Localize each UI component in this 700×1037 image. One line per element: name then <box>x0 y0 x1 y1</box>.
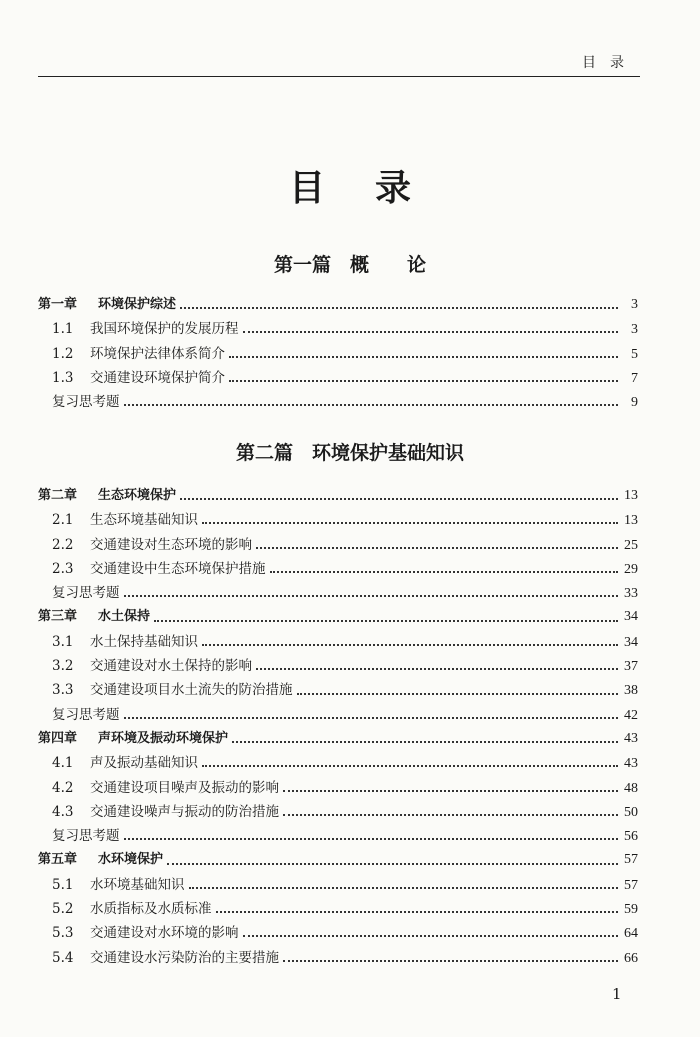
entry-number: 4.2 <box>52 779 74 796</box>
entry-page: 56 <box>624 829 638 845</box>
entry-page: 57 <box>624 852 638 868</box>
entry-page: 7 <box>631 370 638 386</box>
entry-page: 48 <box>624 780 638 796</box>
toc-entry-chapter <box>38 484 638 508</box>
entry-number: 1.3 <box>52 369 74 386</box>
toc-entry-section <box>38 921 638 945</box>
entry-number: 4.3 <box>52 803 74 820</box>
entry-title: 复习思考题 <box>52 706 120 723</box>
entry-page: 25 <box>624 537 638 553</box>
entry-title: 水土保持基础知识 <box>90 633 198 650</box>
entry-number: 第二章 <box>38 488 78 503</box>
dot-leader <box>270 571 619 573</box>
dot-leader <box>124 404 619 406</box>
toc-entry-section <box>38 776 638 800</box>
entry-number: 第一章 <box>38 297 78 312</box>
entry-number: 5.1 <box>52 876 74 893</box>
toc-list-part-1 <box>38 293 638 414</box>
toc-entry-section <box>38 557 638 581</box>
toc-entry-section <box>38 342 638 366</box>
entry-page: 5 <box>631 346 638 362</box>
toc-entry-review <box>38 581 638 605</box>
entry-number: 5.3 <box>52 925 74 942</box>
entry-title: 环境保护法律体系简介 <box>90 345 225 362</box>
dot-leader <box>232 741 618 743</box>
toc-entry-section <box>38 751 638 775</box>
dot-leader <box>180 307 618 309</box>
header-rule <box>38 76 640 77</box>
dot-leader <box>202 765 618 767</box>
entry-title: 交通建设水污染防治的主要措施 <box>90 949 279 966</box>
toc-entry-chapter <box>38 293 638 317</box>
toc-entry-section <box>38 508 638 532</box>
entry-number: 5.2 <box>52 901 74 918</box>
dot-leader <box>243 935 619 937</box>
entry-title: 生态环境保护 <box>98 488 177 503</box>
entry-page: 13 <box>624 488 638 503</box>
toc-entry-chapter <box>38 848 638 872</box>
entry-page: 9 <box>631 395 638 411</box>
entry-page: 43 <box>624 756 638 772</box>
dot-leader <box>124 595 619 597</box>
entry-page: 57 <box>624 877 638 893</box>
dot-leader <box>256 668 618 670</box>
dot-leader <box>124 717 619 719</box>
entry-page: 43 <box>624 730 638 746</box>
toc-entry-section <box>38 533 638 557</box>
entry-number: 1.2 <box>52 345 74 362</box>
toc-entry-section <box>38 366 638 390</box>
entry-title: 交通建设项目水土流失的防治措施 <box>90 682 293 699</box>
dot-leader <box>180 498 618 500</box>
entry-number: 2.1 <box>52 512 74 529</box>
entry-number: 第五章 <box>38 852 78 868</box>
entry-number: 1.1 <box>52 321 74 338</box>
toc-entry-review <box>38 390 638 414</box>
entry-title: 复习思考题 <box>52 828 120 845</box>
entry-title: 交通建设噪声与振动的防治措施 <box>90 803 279 820</box>
entry-title: 我国环境保护的发展历程 <box>90 321 239 338</box>
dot-leader <box>202 644 618 646</box>
dot-leader <box>202 522 618 524</box>
entry-page: 59 <box>624 902 638 918</box>
toc-entry-section <box>38 946 638 970</box>
entry-number: 3.2 <box>52 658 74 675</box>
entry-title: 复习思考题 <box>52 394 120 411</box>
entry-title: 复习思考题 <box>52 585 120 602</box>
dot-leader <box>297 693 619 695</box>
entry-title: 声环境及振动环境保护 <box>98 730 229 746</box>
entry-title: 水环境基础知识 <box>90 876 185 893</box>
toc-entry-review <box>38 824 638 848</box>
dot-leader <box>283 960 618 962</box>
entry-page: 42 <box>624 707 638 723</box>
toc-entry-section <box>38 800 638 824</box>
toc-entry-review <box>38 703 638 727</box>
part-title: 第二篇 环境保护基础知识 <box>235 442 464 464</box>
entry-page: 50 <box>624 804 638 820</box>
entry-page: 66 <box>624 950 638 966</box>
entry-page: 38 <box>624 683 638 699</box>
dot-leader <box>229 356 618 358</box>
toc-list-part-2 <box>38 484 638 970</box>
entry-number: 3.1 <box>52 633 74 650</box>
entry-page: 3 <box>631 297 638 312</box>
entry-number: 第三章 <box>38 609 78 625</box>
entry-title: 交通建设对水土保持的影响 <box>90 658 252 675</box>
dot-leader <box>154 620 618 622</box>
entry-title: 交通建设项目噪声及振动的影响 <box>90 779 279 796</box>
dot-leader <box>189 887 619 889</box>
entry-title: 交通建设对生态环境的影响 <box>90 536 252 553</box>
toc-entry-section <box>38 317 638 341</box>
part-title: 第一篇 概 论 <box>273 254 426 276</box>
toc-entry-section <box>38 678 638 702</box>
entry-number: 第四章 <box>38 730 78 746</box>
entry-page: 34 <box>624 609 638 625</box>
page-number: 1 <box>612 985 622 1003</box>
entry-page: 13 <box>624 513 638 529</box>
entry-number: 3.3 <box>52 682 74 699</box>
entry-title: 水土保持 <box>98 609 151 625</box>
entry-title: 生态环境基础知识 <box>90 512 198 529</box>
page-title: 目录 <box>288 167 461 209</box>
entry-page: 3 <box>631 322 638 338</box>
dot-leader <box>283 814 618 816</box>
dot-leader <box>283 790 618 792</box>
dot-leader <box>124 838 619 840</box>
toc-entry-section <box>38 630 638 654</box>
dot-leader <box>229 380 618 382</box>
dot-leader <box>167 863 618 865</box>
entry-page: 64 <box>624 926 638 942</box>
toc-entry-section <box>38 873 638 897</box>
entry-page: 33 <box>624 586 638 602</box>
entry-title: 交通建设中生态环境保护措施 <box>90 560 266 577</box>
entry-page: 29 <box>624 561 638 577</box>
toc-entry-section <box>38 897 638 921</box>
entry-number: 2.3 <box>52 560 74 577</box>
dot-leader <box>216 911 619 913</box>
entry-title: 交通建设对水环境的影响 <box>90 925 239 942</box>
entry-number: 2.2 <box>52 536 74 553</box>
entry-title: 声及振动基础知识 <box>90 755 198 772</box>
toc-entry-section <box>38 654 638 678</box>
entry-page: 34 <box>624 634 638 650</box>
running-head: 目录 <box>582 55 638 71</box>
entry-number: 4.1 <box>52 755 74 772</box>
dot-leader <box>256 547 618 549</box>
dot-leader <box>243 331 619 333</box>
entry-number: 5.4 <box>52 949 74 966</box>
entry-title: 交通建设环境保护简介 <box>90 369 225 386</box>
entry-title: 环境保护综述 <box>98 297 177 312</box>
toc-entry-chapter <box>38 605 638 629</box>
entry-title: 水质指标及水质标准 <box>90 901 212 918</box>
entry-title: 水环境保护 <box>98 852 164 868</box>
toc-entry-chapter <box>38 727 638 751</box>
entry-page: 37 <box>624 659 638 675</box>
